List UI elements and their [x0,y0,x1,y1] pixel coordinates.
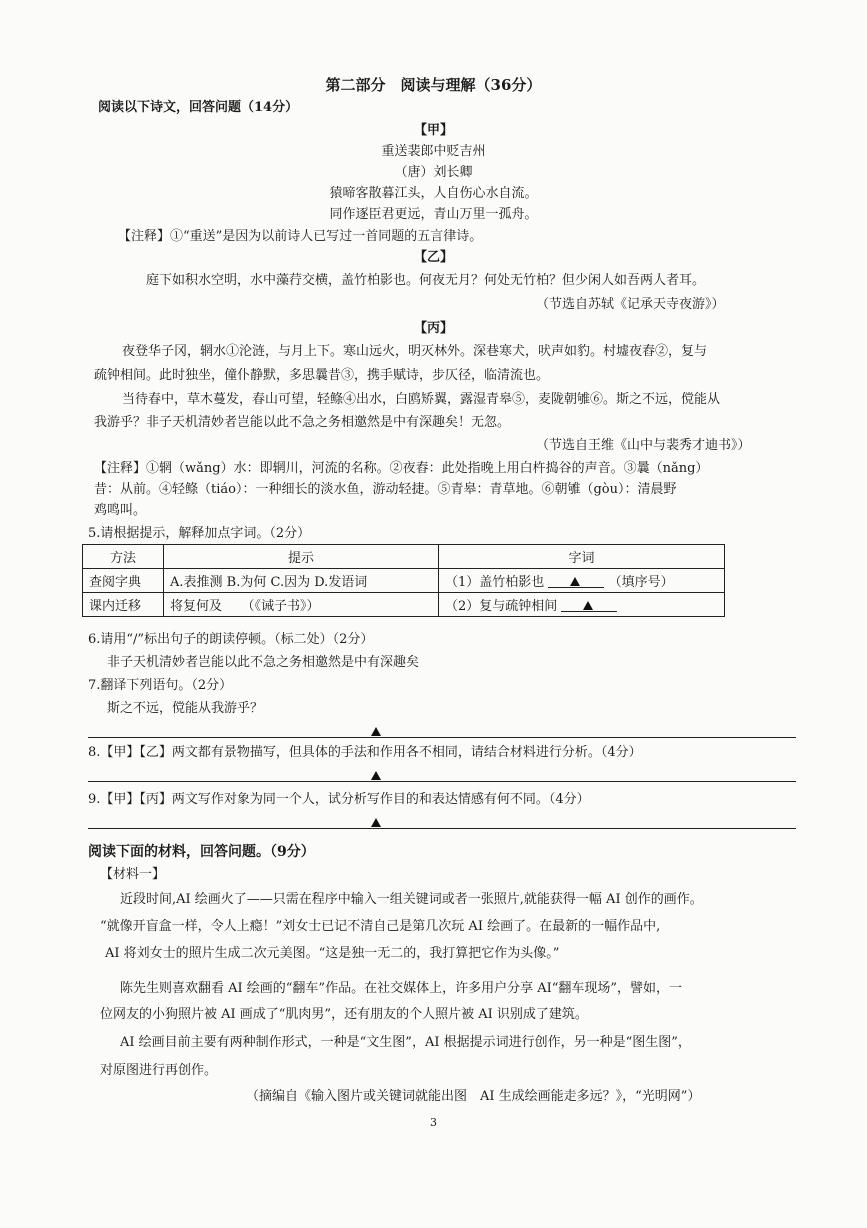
answer-marker-icon [371,727,381,736]
poem-note: 【注释】①“重送”是因为以前诗人已写过一首同题的五言律诗。 [118,229,483,244]
question-5-table [82,544,725,617]
table-cell: A.表推测 B.为何 C.因为 D.发语词 [164,569,439,593]
bing-note: 昔：从前。④轻鲦（tiáo）：一种细长的淡水鱼，游动轻捷。⑤青皋：青草地。⑥朝雊（gòu）：清晨野 [94,482,677,497]
answer-marker-icon [371,771,381,780]
table-header: 提示 [164,545,439,569]
material-line: “就像开盲盒一样，令人上瘾！”刘女士已记不清自己是第几次玩 AI 绘画了。在最新的一幅作品中, [100,919,661,934]
reading-instruction: 阅读下面的材料，回答问题。（9分） [88,844,315,860]
material-line: AI 绘画目前主要有两种制作形式，一种是“文生图”，AI 根据提示词进行创作，另一种是“图生图”， [120,1035,691,1050]
material-line: 对原图进行再创作。 [100,1063,218,1078]
yi-source: （节选自苏轼《记承天寺夜游》） [536,297,725,312]
table-cell: 查阅字典 [83,569,164,593]
question-6-stem: 6.请用“/”标出句子的朗读停顿。（标二处）（2分） [88,632,374,647]
bing-paragraph-line: 疏钟相间。此时独坐，僮仆静默，多思曩昔③，携手赋诗，步仄径，临清流也。 [94,368,550,383]
table-cell: 课内迁移 [83,593,164,617]
material-line: 陈先生则喜欢翻看 AI 绘画的“翻车”作品。在社交媒体上，许多用户分享 AI“翻车现场”，譬如，一 [120,981,683,996]
question-6-sentence: 非子天机清妙者岂能以此不急之务相邀然是中有深趣矣 [107,655,420,670]
bing-note: 鸡鸣叫。 [94,503,147,518]
part-title: 第二部分 阅读与理解（36分） [325,76,542,94]
answer-marker-icon [371,818,381,827]
table-header: 字词 [439,545,725,569]
poem-title: 重送裴郎中贬吉州 [381,144,486,159]
table-cell [439,593,725,617]
fill-hint: （填序号） [608,575,674,590]
question-9-stem: 9.【甲】【丙】两文写作对象为同一个人，试分析写作目的和表达情感有何不同。（4分） [88,792,590,807]
question-5-stem: 5.请根据提示，解释加点字词。（2分） [88,526,311,541]
bing-paragraph-line: 当待春中，草木蔓发，春山可望，轻鲦④出水，白鸥矫翼，露湿青皋⑤，麦陇朝雊⑥。斯之不远，傥能从 [122,392,721,407]
bing-paragraph-line: 夜登华子冈，辋水①沦涟，与月上下。寒山远火，明灭林外。深巷寒犬，吠声如豹。村墟夜舂②，复与 [122,344,708,359]
question-7-sentence: 斯之不远，傥能从我游乎？ [107,701,264,716]
answer-line[interactable] [88,828,796,829]
answer-line[interactable] [88,781,796,782]
poem-author: （唐）刘长卿 [394,165,473,180]
answer-line[interactable] [88,737,796,738]
word-item: （2）复与疏钟相间 [445,599,558,614]
yi-body: 庭下如积水空明，水中藻荇交横，盖竹柏影也。何夜无月？何处无竹柏？但少闲人如吾两人者耳。 [146,273,706,288]
material-line: 位网友的小狗照片被 AI 画成了“肌肉男”，还有朋友的个人照片被 AI 识别成了建筑。 [100,1007,588,1022]
material-line: 近段时间,AI 绘画火了——只需在程序中输入一组关键词或者一张照片,就能获得一幅 AI 创作的画作。 [120,892,703,907]
poem-line: 猿啼客散暮江头，人自伤心水自流。 [329,186,538,201]
poem-line: 同作逐臣君更远，青山万里一孤舟。 [329,207,538,222]
bing-note: 【注释】①辋（wǎng）水：即辋川，河流的名称。②夜舂：此处指晚上用白杵捣谷的声音。③曩（nǎng） [94,461,709,476]
page-number: 3 [430,1116,437,1129]
material-source: （摘编自《输入图片或关键词就能出图 AI 生成绘画能走多远？》，“光明网”） [246,1089,701,1104]
answer-marker-icon [583,601,593,610]
table-cell: 将复何及 （《诫子书》） [164,593,439,617]
bing-source: （节选自王维《山中与裴秀才迪书》） [536,438,751,453]
question-8-stem: 8.【甲】【乙】两文都有景物描写，但具体的手法和作用各不相同，请结合材料进行分析。（4分） [88,745,642,760]
answer-marker-icon [570,577,580,586]
question-7-stem: 7.翻译下列语句。（2分） [88,678,233,693]
answer-blank[interactable] [548,575,604,588]
tag-yi: 【乙】 [413,250,453,265]
material-tag: 【材料一】 [100,867,166,882]
tag-jia: 【甲】 [413,123,453,138]
word-item: （1）盖竹柏影也 [445,575,545,590]
answer-blank[interactable] [561,599,617,612]
table-header: 方法 [83,545,164,569]
tag-bing: 【丙】 [413,321,453,336]
section-instruction: 阅读以下诗文，回答问题（14分） [98,100,299,115]
material-line: AI 将刘女士的照片生成二次元美图。“这是独一无二的，我打算把它作为头像。” [105,946,560,961]
bing-paragraph-line: 我游乎？非子天机清妙者岂能以此不急之务相邀然是中有深趣矣！无忽。 [94,415,511,430]
table-cell [439,569,725,593]
